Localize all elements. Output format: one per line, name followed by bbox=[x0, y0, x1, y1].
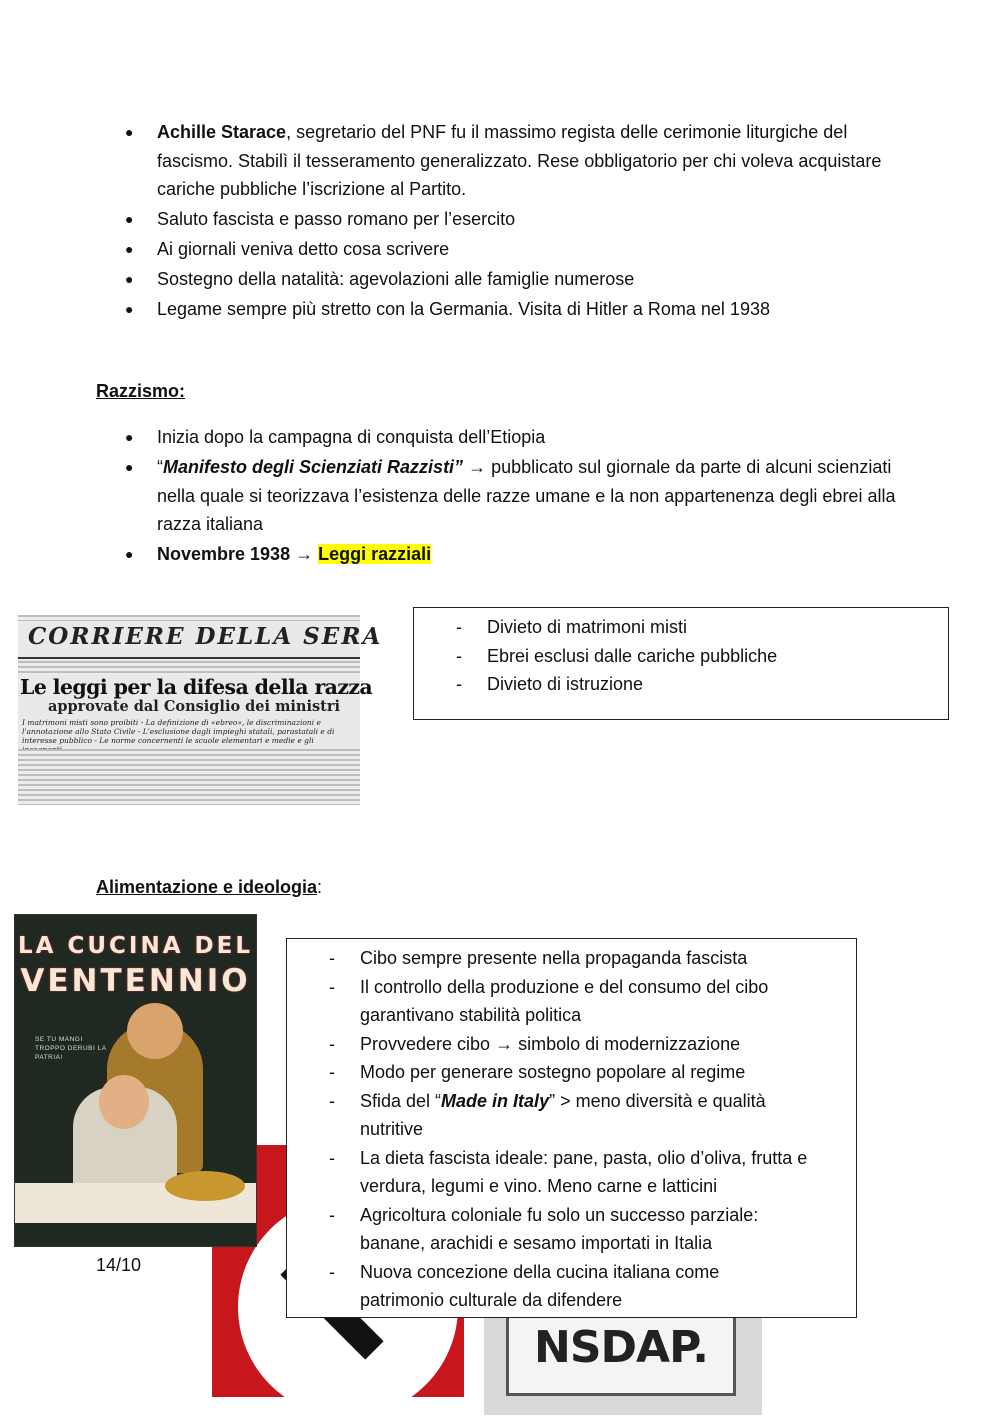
newspaper-subhead: approvate dal Consiglio dei ministri bbox=[48, 698, 340, 715]
alimentazione-item bbox=[287, 1201, 856, 1258]
newspaper-subrow bbox=[18, 661, 360, 675]
bullet-text: Inizia dopo la campagna di conquista dell’Etiopia bbox=[157, 427, 546, 447]
poster-title-line2: VENTENNIO bbox=[20, 963, 251, 999]
leggi-item-text: Divieto di matrimoni misti bbox=[487, 617, 688, 637]
poster-caption: SE TU MANGI TROPPO DERUBI LA PATRIA! bbox=[35, 1036, 107, 1061]
poster-diner-head bbox=[99, 1075, 149, 1129]
bullet-text: Legame sempre più stretto con la Germania. Visita di Hitler a Roma nel 1938 bbox=[157, 299, 770, 319]
heading-colon: : bbox=[317, 877, 323, 897]
leggi-item-text: Divieto di istruzione bbox=[487, 674, 644, 694]
manifesto-title: Manifesto degli Scienziati Razzisti” bbox=[163, 457, 464, 477]
corriere-newspaper-image bbox=[18, 615, 383, 805]
alimentazione-item bbox=[287, 1087, 856, 1144]
newspaper-columns bbox=[18, 749, 360, 805]
item-text: Nuova concezione della cucina italiana come patrimonio culturale da difendere bbox=[360, 1261, 720, 1310]
item-text-pre: Sfida del “ bbox=[360, 1090, 442, 1111]
alimentazione-item bbox=[287, 1258, 856, 1315]
alimentazione-list bbox=[287, 944, 856, 1315]
newspaper-top-strip bbox=[18, 615, 360, 621]
manifesto-text: pubblicato sul giornale da parte di alcuni scienziati nella quale si teorizzava l’esistenza delle razze umane e la non appartenenza degli ebrei alla razza italiana bbox=[157, 457, 896, 534]
bullet-starace bbox=[96, 118, 916, 204]
alimentazione-item bbox=[287, 1030, 856, 1059]
poster-plate-food bbox=[165, 1171, 245, 1201]
sign-text: NSDAP. bbox=[534, 1322, 708, 1373]
leggi-item bbox=[414, 642, 948, 671]
leggi-box bbox=[413, 607, 949, 720]
cucina-ventennio-poster bbox=[14, 914, 257, 1247]
item-text: La dieta fascista ideale: pane, pasta, olio d’oliva, frutta e verdura, legumi e vino. Meno carne e latticini bbox=[360, 1147, 808, 1196]
bullet-germania bbox=[96, 295, 916, 324]
arrow: → bbox=[463, 457, 492, 477]
bullet-natalita bbox=[96, 265, 916, 294]
alimentazione-heading-text: Alimentazione e ideologia bbox=[96, 877, 318, 897]
leggi-razziali-highlight: Leggi razziali bbox=[318, 544, 432, 564]
bullet-giornali bbox=[96, 235, 916, 264]
item-text: Modo per generare sostegno popolare al regime bbox=[360, 1062, 746, 1082]
starace-name: Achille Starace bbox=[157, 122, 287, 142]
newspaper-lead: I matrimoni misti sono proibiti - La definizione di «ebreo», le discriminazioni e l'annotazione allo Stato Civile - L'esclusione dagli impieghi statali, parastatali e di interesse pubblico - Le norme concernenti le scuole elementari e medie e gli bbox=[22, 718, 335, 745]
starace-text: , segretario del PNF fu il massimo regista delle cerimonie liturgiche del fascismo. Stabilì il tesseramento generalizzato. Rese obbligatorio per chi voleva acquistare cariche pubbliche l’iscrizione al Partito. bbox=[157, 122, 882, 199]
razzismo-bullet-list bbox=[96, 423, 916, 570]
bullet-leggi bbox=[96, 540, 916, 569]
poster-title-line1: LA CUCINA DEL bbox=[18, 933, 253, 959]
fascism-bullet-list bbox=[96, 118, 916, 325]
item-text: Provvedere cibo → simbolo di modernizzazione bbox=[360, 1033, 741, 1054]
leggi-list bbox=[414, 613, 948, 699]
leggi-item bbox=[414, 613, 948, 642]
newspaper-masthead: CORRIERE DELLA SERA bbox=[28, 623, 383, 650]
bullet-manifesto bbox=[96, 453, 916, 539]
alimentazione-item bbox=[287, 1144, 856, 1201]
bullet-text: Ai giornali veniva detto cosa scrivere bbox=[157, 239, 450, 259]
alimentazione-heading bbox=[96, 877, 322, 898]
alimentazione-item bbox=[287, 1058, 856, 1087]
alimentazione-item bbox=[287, 944, 856, 973]
bullet-etiopia bbox=[96, 423, 916, 452]
alimentazione-box bbox=[286, 938, 857, 1318]
bullet-text: Sostegno della natalità: agevolazioni alle famiglie numerose bbox=[157, 269, 635, 289]
item-text: Agricoltura coloniale fu solo un successo parziale: banane, arachidi e sesamo importati in Italia bbox=[360, 1204, 759, 1253]
poster-soldier-head bbox=[127, 1003, 183, 1059]
item-text: Il controllo della produzione e del consumo del cibo garantivano stabilità politica bbox=[360, 976, 769, 1025]
razzismo-heading: Razzismo: bbox=[96, 381, 186, 401]
bullet-saluto bbox=[96, 205, 916, 234]
newspaper-headline: Le leggi per la difesa della razza bbox=[20, 675, 373, 699]
item-text-post: ” > meno diversità e qualità nutritive bbox=[360, 1090, 766, 1139]
newspaper-rule bbox=[18, 657, 360, 659]
leggi-item bbox=[414, 670, 948, 699]
item-text: Cibo sempre presente nella propaganda fascista bbox=[360, 948, 748, 968]
made-in-italy: Made in Italy bbox=[441, 1090, 550, 1111]
leggi-date: Novembre 1938 → bbox=[157, 544, 319, 564]
date-note: 14/10 bbox=[96, 1255, 142, 1275]
open-quote: “ bbox=[157, 457, 163, 477]
alimentazione-item bbox=[287, 973, 856, 1030]
leggi-item-text: Ebrei esclusi dalle cariche pubbliche bbox=[487, 645, 778, 666]
bullet-text: Saluto fascista e passo romano per l’esercito bbox=[157, 209, 516, 229]
